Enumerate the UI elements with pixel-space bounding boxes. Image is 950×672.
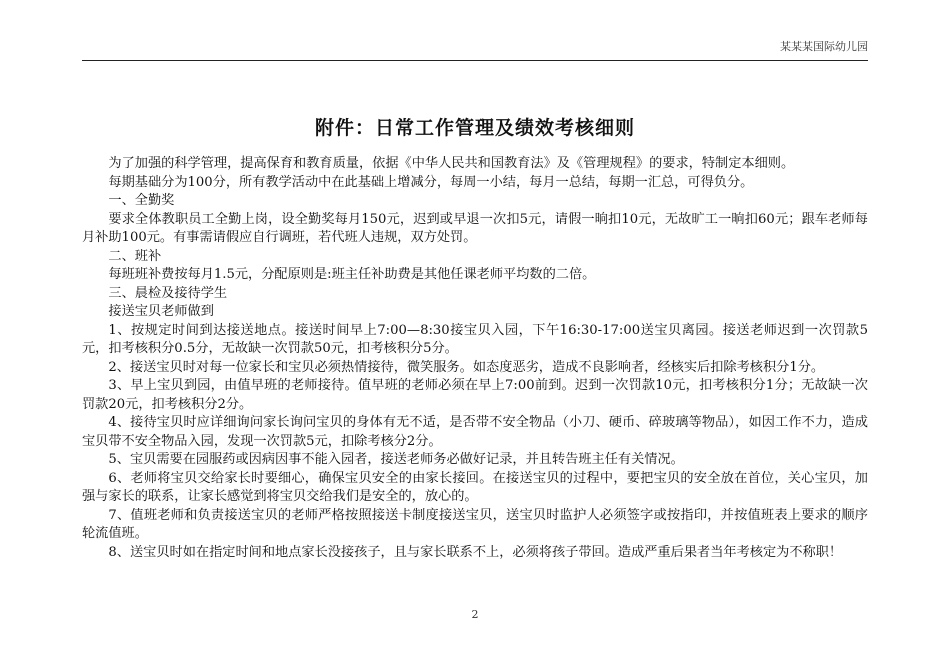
paragraph: 要求全体教职员工全勤上岗，设全勤奖每月150元，迟到或早退一次扣5元，请假一晌扣10元，无故旷工一晌扣60元；跟车老师每月补助100元。有事需请假应自行调班，若代班人违规，双方处罚。 bbox=[82, 211, 868, 245]
list-item: 7、值班老师和负责接送宝贝的老师严格按照接送卡制度接送宝贝，送宝贝时监护人必须签字或按指印，并按值班表上要求的顺序轮流值班。 bbox=[82, 507, 868, 541]
list-item: 1、按规定时间到达接送地点。接送时间早上7:00—8:30接宝贝入园，下午16:30-17:00送宝贝离园。接送老师迟到一次罚款5元，扣考核积分0.5分，无故缺一次罚款50元，扣考核积分5分。 bbox=[82, 322, 868, 356]
header-divider bbox=[82, 60, 868, 61]
paragraph: 每班班补费按每月1.5元，分配原则是:班主任补助费是其他任课老师平均数的二倍。 bbox=[108, 267, 596, 282]
page-number: 2 bbox=[471, 608, 479, 621]
list-item: 8、送宝贝时如在指定时间和地点家长没接孩子，且与家长联系不上，必须将孩子带回。造成严重后果者当年考核定为不称职！ bbox=[108, 544, 843, 560]
header-org-name: 某某某国际幼儿园 bbox=[780, 40, 868, 53]
list-item: 4、接待宝贝时应详细询问家长询问宝贝的身体有无不适，是否带不安全物品（小刀、硬币、碎玻璃等物品），如因工作不力，造成宝贝带不安全物品入园，发现一次罚款5元，扣除考核分2分。 bbox=[82, 415, 868, 449]
document-body bbox=[82, 155, 868, 562]
section-heading: 一、全勤奖 bbox=[108, 193, 175, 208]
paragraph: 每期基础分为100分，所有教学活动中在此基础上增减分，每周一小结，每月一总结，每期一汇总，可得负分。 bbox=[108, 174, 754, 190]
section-heading: 三、晨检及接待学生 bbox=[108, 285, 228, 301]
paragraph: 为了加强的科学管理，提高保育和教育质量，依据《中华人民共和国教育法》及《管理规程》的要求，特制定本细则。 bbox=[108, 156, 795, 171]
list-item: 2、接送宝贝时对每一位家长和宝贝必须热情接待，微笑服务。如态度恶劣，造成不良影响者，经核实后扣除考核积分1分。 bbox=[108, 359, 825, 375]
list-item: 5、宝贝需要在园服药或因病因事不能入园者，接送老师务必做好记录，并且转告班主任有关情况。 bbox=[108, 452, 684, 467]
section-heading: 二、班补 bbox=[108, 248, 162, 264]
document-title: 附件：日常工作管理及绩效考核细则 bbox=[314, 117, 635, 139]
list-item: 3、早上宝贝到园，由值早班的老师接待。值早班的老师必须在早上7:00前到。迟到一次罚款10元，扣考核积分1分；无故缺一次罚款20元，扣考核积分2分。 bbox=[82, 378, 868, 412]
list-item: 6、老师将宝贝交给家长时要细心，确保宝贝安全的由家长接回。在接送宝贝的过程中，要把宝贝的安全放在首位，关心宝贝，加强与家长的联系，让家长感觉到将宝贝交给我们是安全的，放心的。 bbox=[82, 470, 868, 504]
paragraph: 接送宝贝老师做到 bbox=[108, 304, 214, 319]
